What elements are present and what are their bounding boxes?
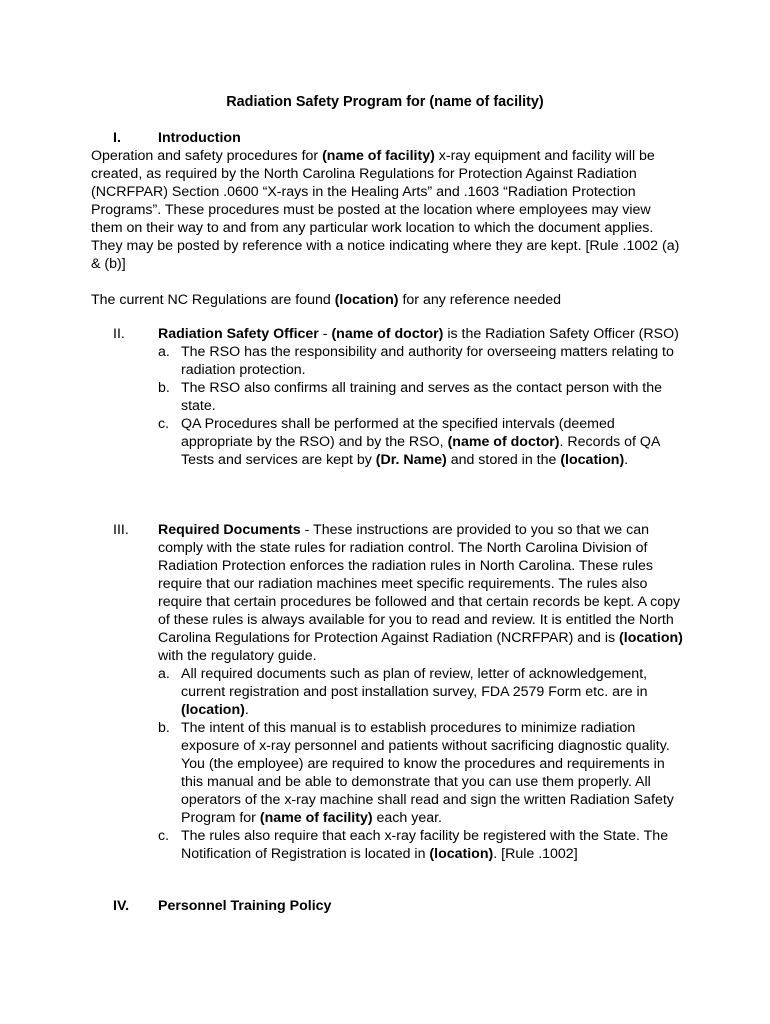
section-heading: [158, 521, 683, 665]
placeholder-text: (location): [560, 452, 625, 468]
list-item: [158, 665, 683, 719]
placeholder-text: (location): [181, 702, 245, 718]
text-run: .: [244, 702, 249, 718]
rso-list: [158, 343, 683, 469]
list-item: [158, 379, 683, 415]
placeholder-text: (name of facility): [322, 148, 435, 164]
list-item: [158, 827, 683, 863]
section-introduction: [91, 129, 681, 309]
placeholder-text: (name of doctor): [331, 326, 444, 342]
list-marker: c.: [158, 416, 170, 432]
text-run: -: [318, 326, 332, 342]
text-run: The current NC Regulations are found: [91, 292, 335, 308]
document-title: Radiation Safety Program for (name of facility): [226, 94, 544, 110]
text-run: The intent of this manual is to establish procedures to minimize radiation exposure of x-ray personnel and patients without sacrificing diagnostic quality. You (the employee) are required to know the procedures and requirements in this manual and be able to demonstrate that you can use them properly. All operators of the x-ray machine shall read and sign the written Radiation Safety Program for: [181, 720, 674, 826]
text-run: QA Procedures shall be performed at the specified intervals (deemed appropriate by the RSO) and by the RSO,: [181, 416, 615, 450]
list-item: [158, 343, 683, 379]
section-number: I.: [113, 130, 121, 146]
section-title: Introduction: [158, 130, 241, 146]
placeholder-text: (location): [334, 292, 399, 308]
section-title: Radiation Safety Officer: [158, 326, 319, 342]
intro-paragraph: [91, 147, 681, 273]
documents-list: [158, 665, 683, 863]
text-run: for any reference needed: [398, 292, 562, 308]
section-number: II.: [113, 326, 125, 342]
text-run: . [Rule .1002]: [493, 846, 578, 862]
text-run: and stored in the: [446, 452, 561, 468]
placeholder-text: (location): [619, 630, 683, 646]
placeholder-text: (location): [429, 846, 494, 862]
text-run: each year.: [372, 810, 442, 826]
section-heading: [158, 325, 683, 343]
text-run: x-ray equipment and facility will be created, as required by the North Carolina Regulations for Protection Against Radiation (NCRFPAR) Section .0600 “X-rays in the Healing Arts” and .1603 “Radiation Protection Programs”. These procedures must be posted at the location where employees may view them on their way to and from any particular work location to which the document applies. They may be posted by reference with a notice indicating where they are kept. [Rule .1002 (a) & (b)]: [91, 148, 680, 272]
text-run: The rules also require that each x-ray facility be registered with the State. The Notification of Registration is located in: [181, 828, 669, 862]
text-run: Operation and safety procedures for: [91, 148, 323, 164]
regulations-location-paragraph: [91, 291, 681, 309]
section-number: III.: [113, 522, 129, 538]
placeholder-text: (name of doctor): [447, 434, 560, 450]
text-run: is the Radiation Safety Officer (RSO): [443, 326, 679, 342]
text-run: The RSO also confirms all training and serves as the contact person with the state.: [181, 380, 663, 414]
text-run: All required documents such as plan of review, letter of acknowledgement, current registration and post installation survey, FDA 2579 Form etc. are in: [181, 666, 648, 700]
placeholder-text: (name of facility): [259, 810, 373, 826]
text-run: with the regulatory guide.: [158, 648, 317, 664]
list-item: [158, 719, 683, 827]
placeholder-text: (Dr. Name): [375, 452, 447, 468]
list-marker: a.: [158, 666, 170, 682]
list-item: [158, 415, 683, 469]
text-run: - These instructions are provided to you so that we can comply with the state rules for radiation control. The North Carolina Division of Radiation Protection enforces the radiation rules in North Carolina. These rules require that our radiation machines meet specific requirements. The rules also require that certain procedures be followed and that certain records be kept. A copy of these rules is always available for you to read and review. It is entitled the North Carolina Regulations for Protection Against Radiation (NCRFPAR) and is: [158, 522, 681, 646]
section-heading: [91, 129, 681, 147]
text-run: .: [624, 452, 629, 468]
section-title: Required Documents: [158, 522, 301, 538]
section-number: IV.: [113, 898, 130, 914]
list-marker: a.: [158, 344, 170, 360]
list-marker: b.: [158, 380, 170, 396]
section-title: Personnel Training Policy: [158, 898, 332, 914]
list-marker: c.: [158, 828, 170, 844]
text-run: The RSO has the responsibility and authority for overseeing matters relating to radiation protection.: [181, 344, 674, 378]
list-marker: b.: [158, 720, 170, 736]
text-run: . Records of QA Tests and services are kept by: [181, 434, 660, 468]
